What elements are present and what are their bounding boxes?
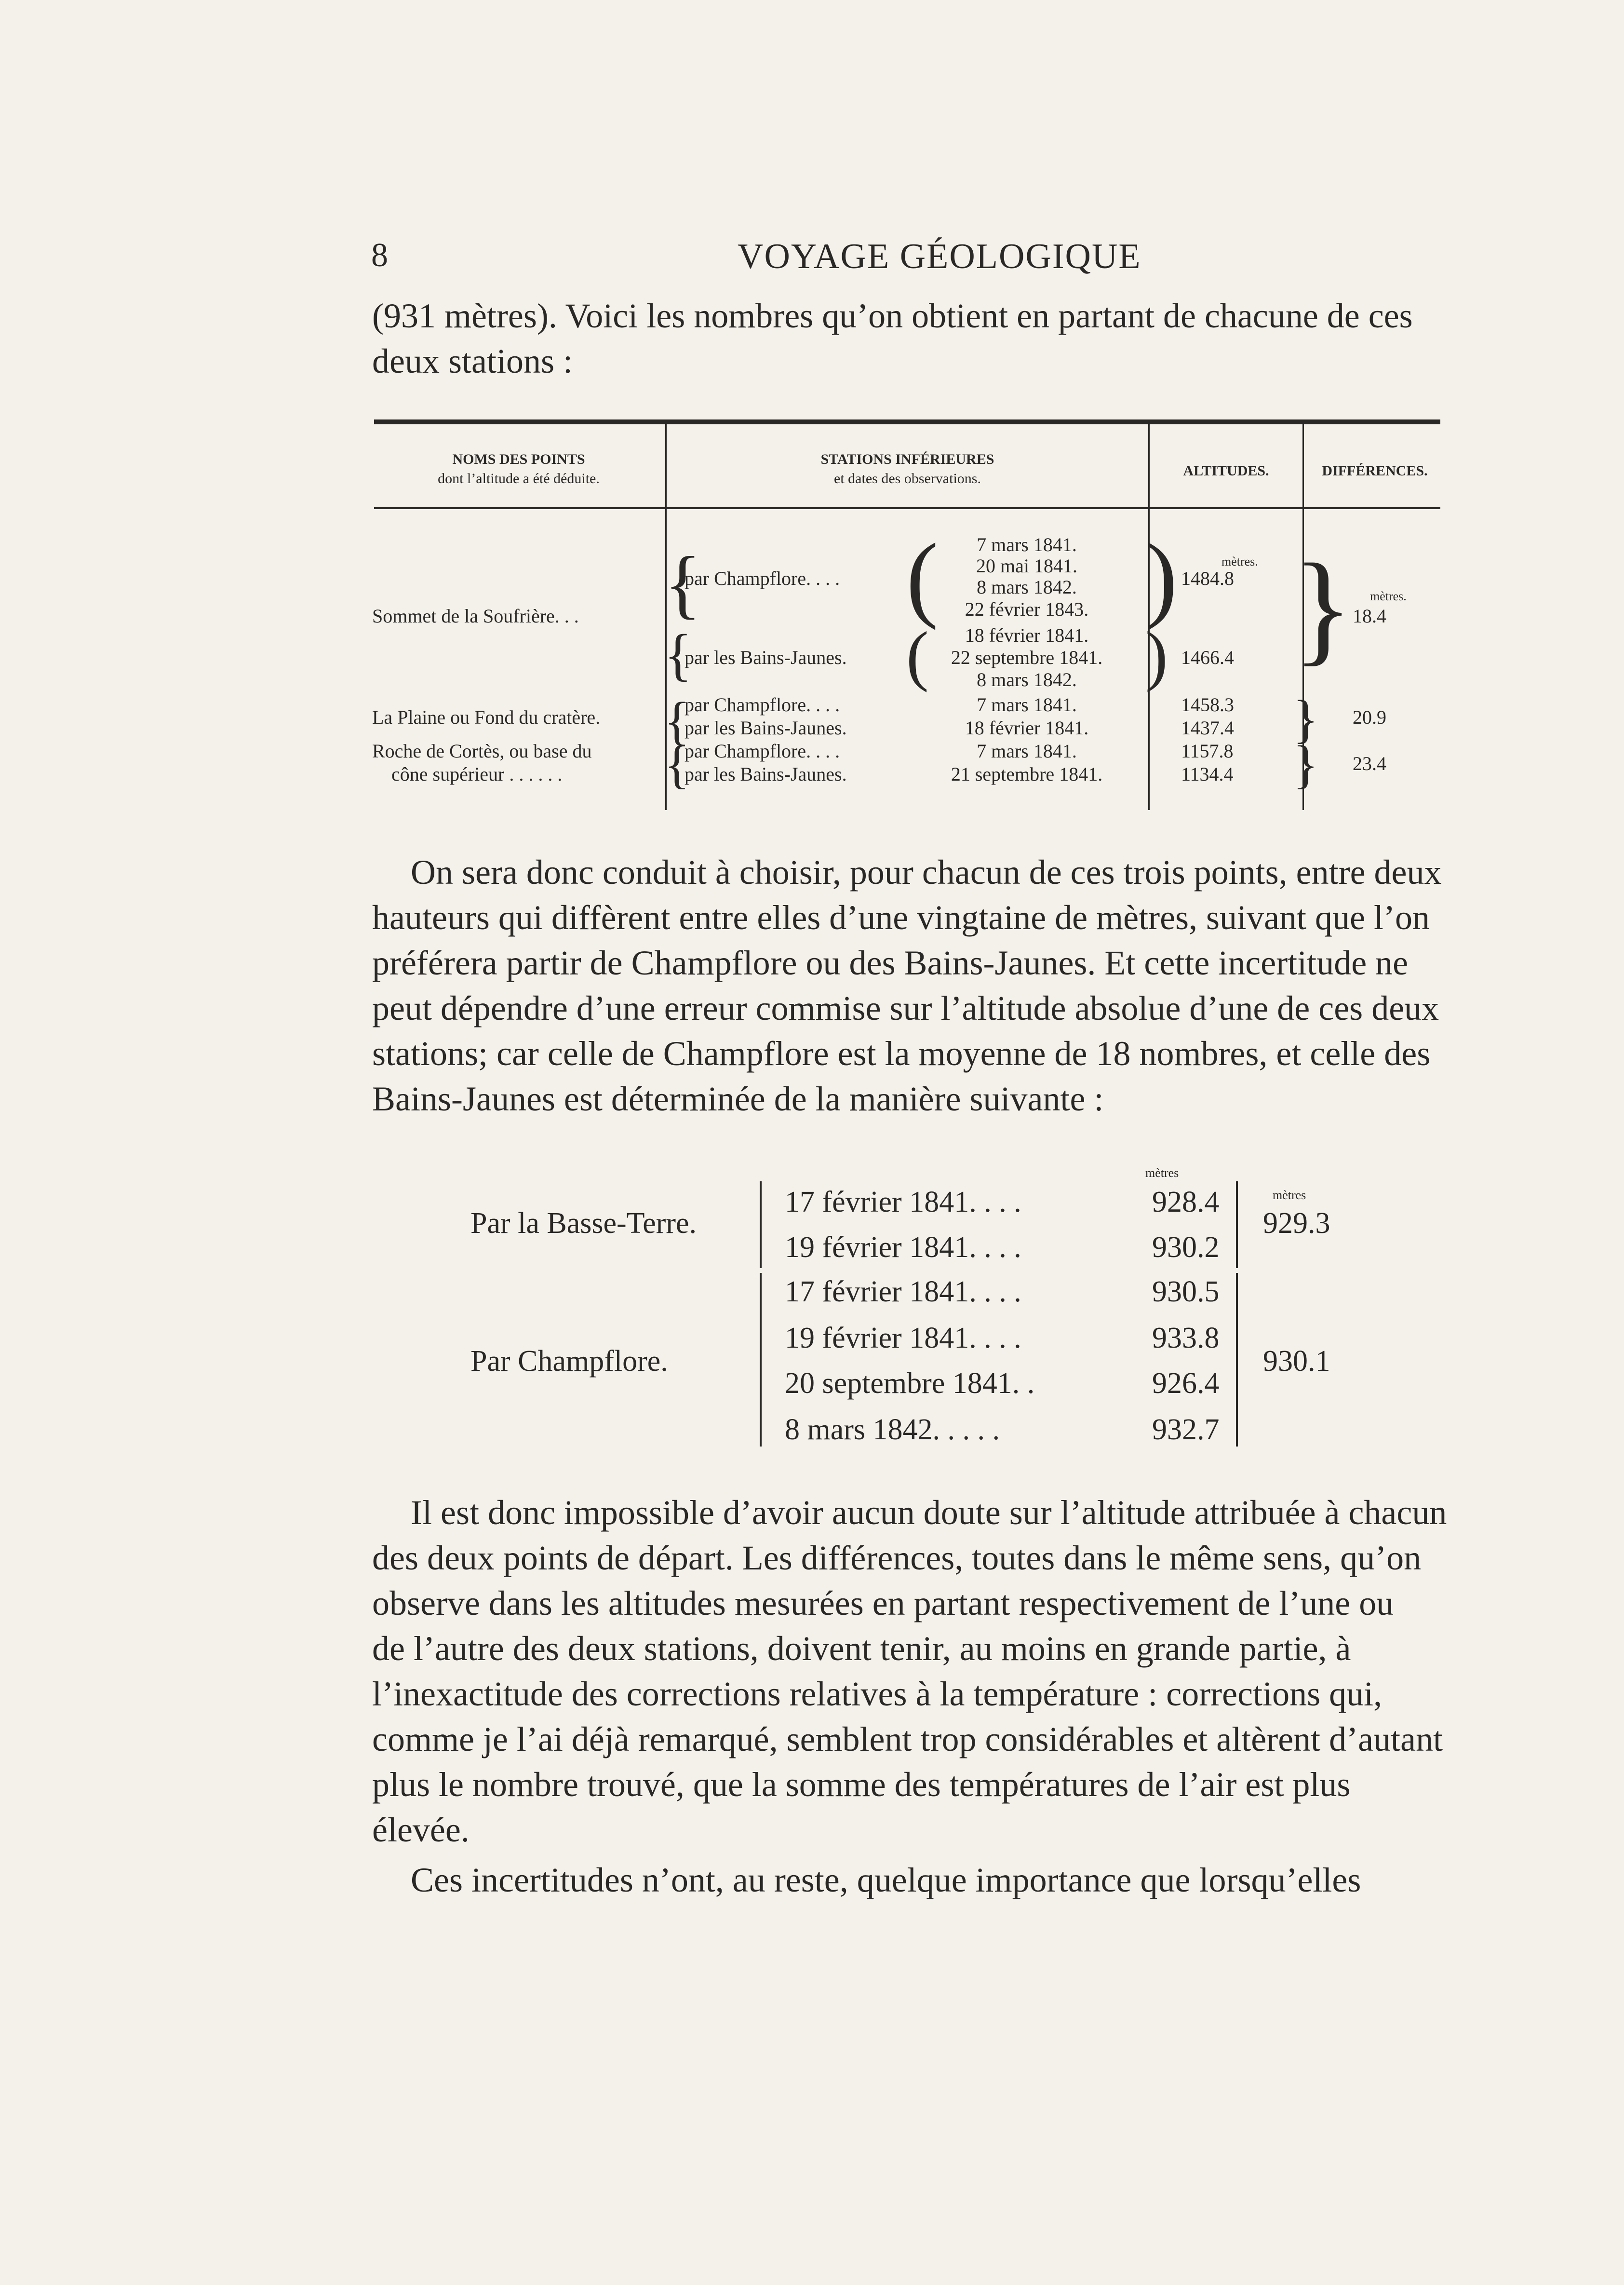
text-line: deux stations : [372, 342, 573, 380]
station-name: par les Bains-Jaunes. [684, 763, 847, 785]
summary-date: 20 septembre 1841. . [785, 1367, 1035, 1400]
summary-date: 17 février 1841. . . . [785, 1275, 1021, 1308]
brace-line [760, 1181, 762, 1268]
text-line: On sera donc conduit à choisir, pour chacun de ces trois points, entre deux [411, 853, 1442, 892]
difference-value: 18.4 [1353, 605, 1386, 627]
text-line: comme je l’ai déjà remarqué, semblent trop considérables et altèrent d’autant [372, 1720, 1443, 1758]
brace: ) [1145, 524, 1178, 631]
text-line: stations; car celle de Champflore est la moyenne de 18 nombres, et celle des [372, 1034, 1431, 1073]
summary-value: 930.5 [1152, 1275, 1220, 1308]
station-name: par Champflore. . . . [684, 568, 840, 589]
observation-date: 7 mars 1841. [977, 694, 1077, 716]
text-line: plus le nombre trouvé, que la somme des températures de l’air est plus [372, 1765, 1351, 1804]
observation-date: 20 mai 1841. [976, 555, 1077, 577]
brace: { [664, 691, 690, 750]
summary-date: 19 février 1841. . . . [785, 1322, 1021, 1354]
point-name: Roche de Cortès, ou base du [372, 740, 592, 762]
text-line: Il est donc impossible d’avoir aucun doute sur l’altitude attribuée à chacun [411, 1493, 1447, 1532]
altitude-value: 1157.8 [1181, 740, 1234, 762]
header-stations: STATIONS INFÉRIEURES et dates des observations. [820, 451, 994, 487]
difference-value: 23.4 [1353, 753, 1386, 774]
point-name: cône supérieur . . . . . . [391, 763, 563, 785]
point-name: Sommet de la Soufrière. . . [372, 605, 579, 627]
observation-date: 21 septembre 1841. [951, 763, 1103, 785]
brace: ) [1145, 618, 1168, 693]
brace: { [664, 735, 690, 794]
summary-value: 932.7 [1152, 1413, 1220, 1446]
text-line: Ces incertitudes n’ont, au reste, quelque importance que lorsqu’elles [411, 1861, 1361, 1899]
summary-mean: 930.1 [1263, 1345, 1330, 1378]
group-label-basse-terre: Par la Basse-Terre. [470, 1207, 697, 1240]
running-title: VOYAGE GÉOLOGIQUE [738, 237, 1141, 276]
brace: ( [906, 618, 929, 693]
brace-line [1236, 1273, 1238, 1447]
altitude-value: 1134.4 [1181, 763, 1234, 785]
observation-date: 8 mars 1842. [977, 576, 1077, 598]
station-name: par Champflore. . . . [684, 694, 840, 716]
observation-date: 18 février 1841. [965, 624, 1089, 646]
observation-date: 8 mars 1842. [977, 669, 1077, 690]
station-name: par les Bains-Jaunes. [684, 717, 847, 739]
paragraph [372, 850, 1442, 1122]
header-points: NOMS DES POINTS dont l’altitude a été déduite. [438, 451, 600, 487]
observation-date: 22 septembre 1841. [951, 647, 1103, 668]
text-line: peut dépendre d’une erreur commise sur l’altitude absolue d’une de ces deux [372, 989, 1439, 1028]
group-label-champflore: Par Champflore. [470, 1345, 668, 1378]
text-line: (931 mètres). Voici les nombres qu’on obtient en partant de chacune de ces [372, 297, 1413, 335]
text-line: hauteurs qui diffèrent entre elles d’une vingtaine de mètres, suivant que l’on [372, 898, 1430, 937]
unit-label: mètres [1145, 1166, 1179, 1180]
summary-value: 928.4 [1152, 1186, 1220, 1218]
text-line: élevée. [372, 1811, 470, 1849]
brace: } [1293, 538, 1353, 677]
observation-date: 22 février 1843. [965, 598, 1089, 620]
unit-label: mètres [1273, 1188, 1306, 1202]
summary-date: 17 février 1841. . . . [785, 1186, 1021, 1218]
text-line: des deux points de départ. Les différences, toutes dans le même sens, qu’on [372, 1539, 1422, 1577]
page-number: 8 [371, 237, 388, 274]
brace-line [1236, 1181, 1238, 1268]
text-line: de l’autre des deux stations, doivent tenir, au moins en grande partie, à [372, 1629, 1351, 1668]
altitude-value: 1484.8 [1181, 568, 1234, 589]
paragraph [372, 1490, 1447, 1852]
header-altitudes: ALTITUDES. [1183, 463, 1269, 479]
text-line: observe dans les altitudes mesurées en partant respectivement de l’une ou [372, 1584, 1394, 1622]
summary-value: 930.2 [1152, 1231, 1220, 1264]
altitude-value: 1466.4 [1181, 647, 1234, 668]
observation-date: 18 février 1841. [965, 717, 1089, 739]
point-name: La Plaine ou Fond du cratère. [372, 706, 601, 728]
summary-mean: 929.3 [1263, 1207, 1330, 1240]
unit-differences: mètres. [1370, 589, 1407, 603]
station-name: par Champflore. . . . [684, 740, 840, 762]
table-top-rule [374, 419, 1440, 424]
text-line: préférera partir de Champflore ou des Bains-Jaunes. Et cette incertitude ne [372, 944, 1409, 982]
observation-date: 7 mars 1841. [977, 534, 1077, 555]
observation-date: 7 mars 1841. [977, 740, 1077, 762]
unit-altitudes: mètres. [1221, 554, 1258, 568]
altitude-value: 1437.4 [1181, 717, 1234, 739]
text-line: Bains-Jaunes est déterminée de la manière suivante : [372, 1080, 1104, 1118]
table-header-rule [374, 507, 1440, 509]
paragraph [372, 1857, 1442, 1903]
brace: { [664, 622, 692, 687]
brace: } [1293, 735, 1318, 794]
brace: ( [906, 524, 939, 631]
altitude-value: 1458.3 [1181, 694, 1234, 716]
intro-paragraph [372, 293, 1442, 384]
summary-date: 8 mars 1842. . . . . [785, 1413, 1000, 1446]
brace-line [760, 1273, 762, 1447]
summary-date: 19 février 1841. . . . [785, 1231, 1021, 1264]
brace: { [664, 541, 701, 626]
text-line: l’inexactitude des corrections relatives à la température : corrections qui, [372, 1675, 1382, 1713]
brace: } [1293, 690, 1318, 748]
difference-value: 20.9 [1353, 706, 1386, 728]
summary-value: 926.4 [1152, 1367, 1220, 1400]
summary-value: 933.8 [1152, 1322, 1220, 1354]
station-name: par les Bains-Jaunes. [684, 647, 847, 668]
header-differences: DIFFÉRENCES. [1322, 463, 1428, 479]
